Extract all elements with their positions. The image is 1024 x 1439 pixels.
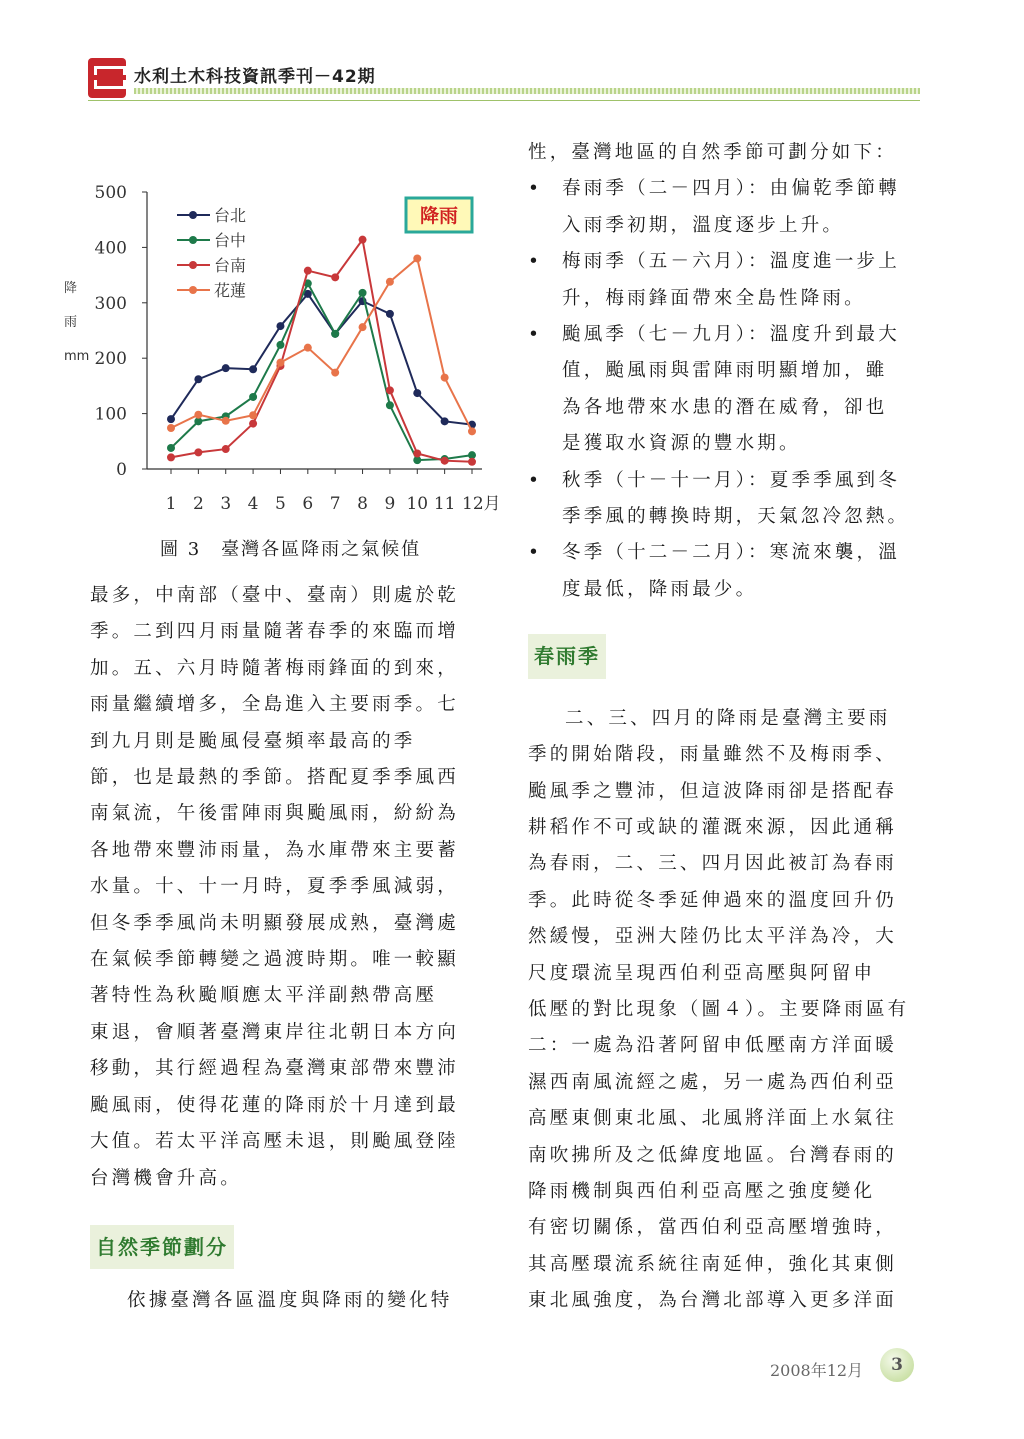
data-point <box>359 323 367 331</box>
text-line: 水量。十、十一月時，夏季季風減弱， <box>90 876 459 898</box>
bullet-text-line: 秋季（十－十一月）：夏季季風到冬 <box>562 469 900 491</box>
data-point <box>167 444 175 452</box>
data-point <box>413 389 421 397</box>
bullet-text-line: 季季風的轉換時期，天氣忽冷忽熱。 <box>562 506 910 528</box>
data-point <box>167 424 175 432</box>
x-tick-label: 12月 <box>462 494 501 514</box>
y-tick-label: 200 <box>94 349 127 370</box>
bullet-icon: • <box>528 469 543 491</box>
x-tick-label: 4 <box>247 494 259 514</box>
text-line: 雨量繼續增多，全島進入主要雨季。七 <box>90 694 459 716</box>
left-column <box>90 578 490 1320</box>
season-bullet <box>528 463 924 536</box>
data-point <box>249 420 257 428</box>
page-number: 3 <box>880 1348 914 1382</box>
chart-title-box <box>406 198 472 232</box>
text-line: 加。五、六月時隨著梅雨鋒面的到來， <box>90 657 459 679</box>
rainfall-chart <box>40 180 510 525</box>
left-paragraph-1 <box>90 578 490 1197</box>
data-point <box>413 449 421 457</box>
data-point <box>331 330 339 338</box>
x-tick-label: 11 <box>433 494 456 514</box>
text-line: 二：一處為沿著阿留申低壓南方洋面暖 <box>528 1035 897 1057</box>
right-column <box>528 135 924 1320</box>
text-line: 東北風強度，為台灣北部導入更多洋面 <box>528 1290 897 1312</box>
data-point <box>249 393 257 401</box>
data-point <box>276 341 284 349</box>
legend-label: 台北 <box>214 206 247 225</box>
bullet-icon: • <box>528 542 543 564</box>
season-bullet <box>528 244 924 317</box>
text-line: 但冬季季風尚未明顯發展成熟，臺灣處 <box>90 912 459 934</box>
left-paragraph-2: 依據臺灣各區溫度與降雨的變化特 <box>127 1290 453 1312</box>
bullet-text-line: 冬季（十二－二月）：寒流來襲，溫 <box>562 542 900 564</box>
data-point <box>276 359 284 367</box>
text-line: 各地帶來豐沛雨量，為水庫帶來主要蓄 <box>90 839 459 861</box>
chart-title: 降雨 <box>419 205 459 227</box>
footer-date: 2008年12月 <box>770 1361 864 1380</box>
data-point <box>167 415 175 423</box>
text-line: 二、三、四月的降雨是臺灣主要雨 <box>565 707 891 729</box>
x-tick-label: 7 <box>329 494 341 514</box>
y-tick-label: 500 <box>94 183 127 203</box>
bullet-text-line: 梅雨季（五－六月）：溫度進一步上 <box>562 251 900 273</box>
legend-label: 台南 <box>214 256 247 275</box>
x-tick-label: 9 <box>384 494 396 514</box>
season-bullet-list <box>528 171 924 608</box>
text-line: 為春雨，二、三、四月因此被訂為春雨 <box>528 853 897 875</box>
x-tick-label: 6 <box>302 494 314 514</box>
data-point <box>331 273 339 281</box>
data-point <box>249 411 257 419</box>
x-tick-label: 5 <box>275 494 286 514</box>
header-divider <box>88 100 920 101</box>
bullet-text-line: 颱風季（七－九月）：溫度升到最大 <box>562 324 900 346</box>
text-line: 大值。若太平洋高壓未退，則颱風登陸 <box>90 1131 459 1153</box>
figure-caption: 圖 3 臺灣各區降雨之氣候值 <box>160 539 422 560</box>
y-axis-label: 降雨 mm <box>64 281 90 364</box>
data-point <box>441 374 449 382</box>
y-tick-label: 400 <box>94 238 127 259</box>
text-line: 到九月則是颱風侵臺頻率最高的季 <box>90 730 416 752</box>
y-tick-label: 0 <box>116 460 127 480</box>
legend-label: 台中 <box>214 231 247 250</box>
text-line: 著特性為秋颱順應太平洋副熱帶高壓 <box>90 985 438 1007</box>
bullet-icon: • <box>528 251 543 273</box>
text-line: 季。此時從冬季延伸過來的溫度回升仍 <box>528 889 897 911</box>
data-point <box>359 236 367 244</box>
data-point <box>304 344 312 352</box>
right-intro: 性，臺灣地區的自然季節可劃分如下： <box>528 142 897 163</box>
text-line: 節，也是最熱的季節。搭配夏季季風西 <box>90 767 459 789</box>
season-bullet <box>528 317 924 463</box>
bullet-icon: • <box>528 324 543 346</box>
data-point <box>441 457 449 465</box>
text-line: 有密切關係，當西伯利亞高壓增強時， <box>528 1217 897 1239</box>
legend-marker <box>189 236 197 244</box>
text-line: 南氣流，午後雷陣雨與颱風雨，紛紛為 <box>90 803 459 825</box>
data-point <box>249 365 257 373</box>
x-tick-label: 3 <box>220 494 232 514</box>
bullet-text-line: 升，梅雨鋒面帶來全島性降雨。 <box>562 287 866 309</box>
text-line: 季。二到四月雨量隨著春季的來臨而增 <box>90 621 459 643</box>
data-point <box>331 369 339 377</box>
y-tick-label: 100 <box>94 404 127 425</box>
data-point <box>222 417 230 425</box>
section-heading-spring-rain: 春雨季 <box>528 634 606 678</box>
text-line: 季的開始階段，雨量雖然不及梅雨季、 <box>528 744 897 766</box>
right-paragraph <box>528 701 924 1320</box>
chart-y-label <box>64 281 89 364</box>
chart-axes <box>147 192 482 469</box>
data-point <box>304 267 312 275</box>
text-line: 降雨機制與西伯利亞高壓之強度變化 <box>528 1180 876 1202</box>
season-bullet <box>528 171 924 244</box>
text-line: 然緩慢，亞洲大陸仍比太平洋為冷，大 <box>528 926 897 948</box>
data-point <box>194 375 202 383</box>
text-line: 最多，中南部（臺中、臺南）則處於乾 <box>90 585 459 606</box>
x-tick-label: 10 <box>406 494 429 514</box>
data-point <box>386 278 394 286</box>
data-point <box>276 322 284 330</box>
data-point <box>194 411 202 419</box>
x-tick-label: 1 <box>165 494 177 514</box>
text-line: 其高壓環流系統往南延伸，強化其東側 <box>528 1253 897 1275</box>
data-point <box>167 453 175 461</box>
text-line: 移動，其行經過程為臺灣東部帶來豐沛 <box>90 1058 459 1080</box>
data-point <box>386 310 394 318</box>
data-point <box>222 445 230 453</box>
data-point <box>468 458 476 466</box>
y-tick-label: 300 <box>94 293 127 314</box>
data-point <box>413 254 421 262</box>
section-heading-natural-seasons: 自然季節劃分 <box>90 1225 234 1269</box>
data-point <box>222 364 230 372</box>
text-line: 耕稻作不可或缺的灌溉來源，因此通稱 <box>528 816 897 838</box>
data-point <box>194 448 202 456</box>
bullet-icon: • <box>528 178 543 200</box>
text-line: 台灣機會升高。 <box>90 1167 242 1189</box>
text-line: 高壓東側東北風、北風將洋面上水氣往 <box>528 1108 897 1130</box>
data-point <box>359 289 367 297</box>
text-line: 颱風季之豐沛，但這波降雨卻是搭配春 <box>528 780 897 802</box>
text-line: 低壓的對比現象（圖４）。主要降雨區有 <box>528 998 910 1020</box>
text-line: 尺度環流呈現西伯利亞高壓與阿留申 <box>528 962 876 984</box>
x-tick-label: 8 <box>357 494 368 514</box>
season-bullet <box>528 535 924 608</box>
bullet-text-line: 入雨季初期，溫度逐步上升。 <box>562 214 845 236</box>
text-line: 東退，會順著臺灣東岸往北朝日本方向 <box>90 1021 459 1043</box>
legend-marker <box>189 286 197 294</box>
legend-label: 花蓮 <box>214 281 247 300</box>
legend-marker <box>189 261 197 269</box>
header-decorative-rule <box>134 88 920 94</box>
data-point <box>386 386 394 394</box>
journal-logo <box>88 58 126 98</box>
data-point <box>386 401 394 409</box>
x-tick-label: 2 <box>192 494 204 514</box>
journal-title: 水利土木科技資訊季刊－42期 <box>134 67 376 87</box>
text-line: 濕西南風流經之處，另一處為西伯利亞 <box>528 1071 897 1093</box>
text-line: 南吹拂所及之低緯度地區。台灣春雨的 <box>528 1144 897 1166</box>
bullet-text-line: 值，颱風雨與雷陣雨明顯增加，雖 <box>562 360 888 382</box>
bullet-text-line: 是獲取水資源的豐水期。 <box>562 433 801 455</box>
bullet-text-line: 春雨季（二－四月）：由偏乾季節轉 <box>562 178 900 200</box>
text-line: 颱風雨，使得花蓮的降雨於十月達到最 <box>90 1094 459 1116</box>
data-point <box>441 417 449 425</box>
bullet-text-line: 度最低，降雨最少。 <box>562 578 758 600</box>
data-point <box>468 427 476 435</box>
text-line: 在氣候季節轉變之過渡時期。唯一較顯 <box>90 949 459 971</box>
legend-marker <box>189 211 197 219</box>
chart-legend <box>177 206 246 300</box>
bullet-text-line: 為各地帶來水患的潛在威脅，卻也 <box>562 396 888 418</box>
